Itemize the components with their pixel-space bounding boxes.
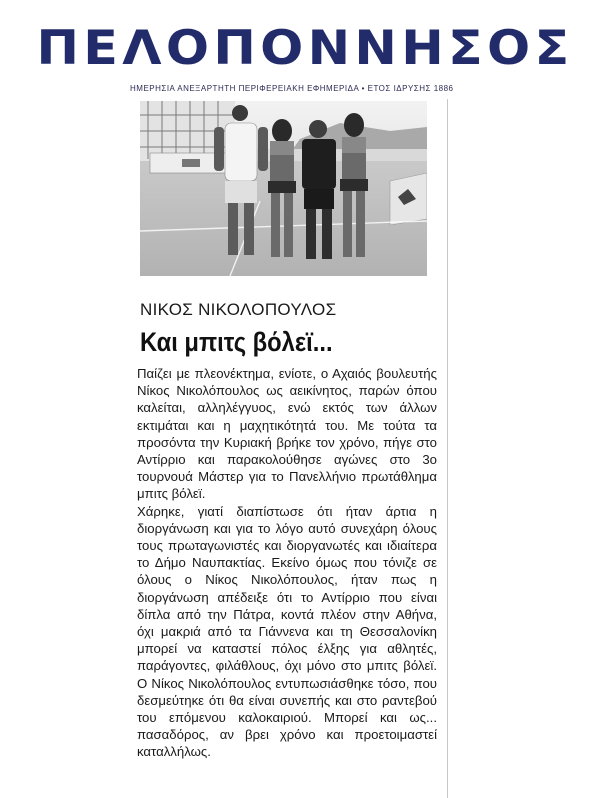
article-paragraph: Χάρηκε, γιατί διαπίστωσε ότι ήταν άρτια η διοργάνωση και για το λόγο αυτό συνεχάρη όλους τους πρωταγωνιστές και διοργανωτές και ιδιαίτερα το Δήμο Ναυπακτίας. Εκείνο όμως που τόνιζε σε όλους ο Νίκος Νικολόπουλος, ήταν πως η διοργάνωση απέδειξε ότι το Αντίρριο που είναι δίπλα από την Πάτρα, κοντά πλέον στην Αθήνα, όχι μακριά από τα Γιάννενα και τη Θεσσαλονίκη μπορεί να καταστεί πόλος έλξης για αθλητές, παράγοντες, φιλάθλους, όχι μόνο στο μπιτς βόλεϊ. Ο Νίκος Νικολόπουλος εντυπωσιάσθηκε τόσο, που δεσμεύτηκε ότι θα είναι συνεπής και στο ραντεβού του επόμενου καλοκαιριού. Μπορεί και ως... πασαδόρος, αν βρει χρόνο και προετοιμαστεί καταλλήλως.: [137, 503, 437, 760]
article-kicker: ΝΙΚΟΣ ΝΙΚΟΛΟΠΟΥΛΟΣ: [140, 300, 337, 319]
masthead: [8, 22, 602, 82]
article-photo: [140, 101, 427, 276]
article-headline: Και μπιτς βόλεϊ...: [140, 327, 333, 357]
newspaper-title: ΠΕΛΟΠΟΝΝΗΣΟΣ: [36, 21, 574, 76]
article-paragraph: Παίζει με πλεονέκτημα, ενίοτε, ο Αχαιός βουλευτής Νίκος Νικολόπουλος ως αεικίνητος, παρών όπου καλείται, αλληλέγγυος, ενώ εκτός των άλλων εκτιμάται και η μαχητικότητά του. Με τούτα τα προσόντα την Κυριακή βρήκε τον χρόνο, πήγε στο Αντίρριο και παρακολούθησε αγώνες στο 3ο τουρνουά Μάστερ για το Πανελλήνιο πρωτάθλημα μπιτς βόλεϊ.: [137, 366, 437, 502]
article-body: [137, 365, 437, 761]
column-divider: [447, 99, 448, 798]
newspaper-subtitle: ΗΜΕΡΗΣΙΑ ΑΝΕΞΑΡΤΗΤΗ ΠΕΡΙΦΕΡΕΙΑΚΗ ΕΦΗΜΕΡΙΔΑ • ΕΤΟΣ ΙΔΡΥΣΗΣ 1886: [130, 84, 454, 93]
